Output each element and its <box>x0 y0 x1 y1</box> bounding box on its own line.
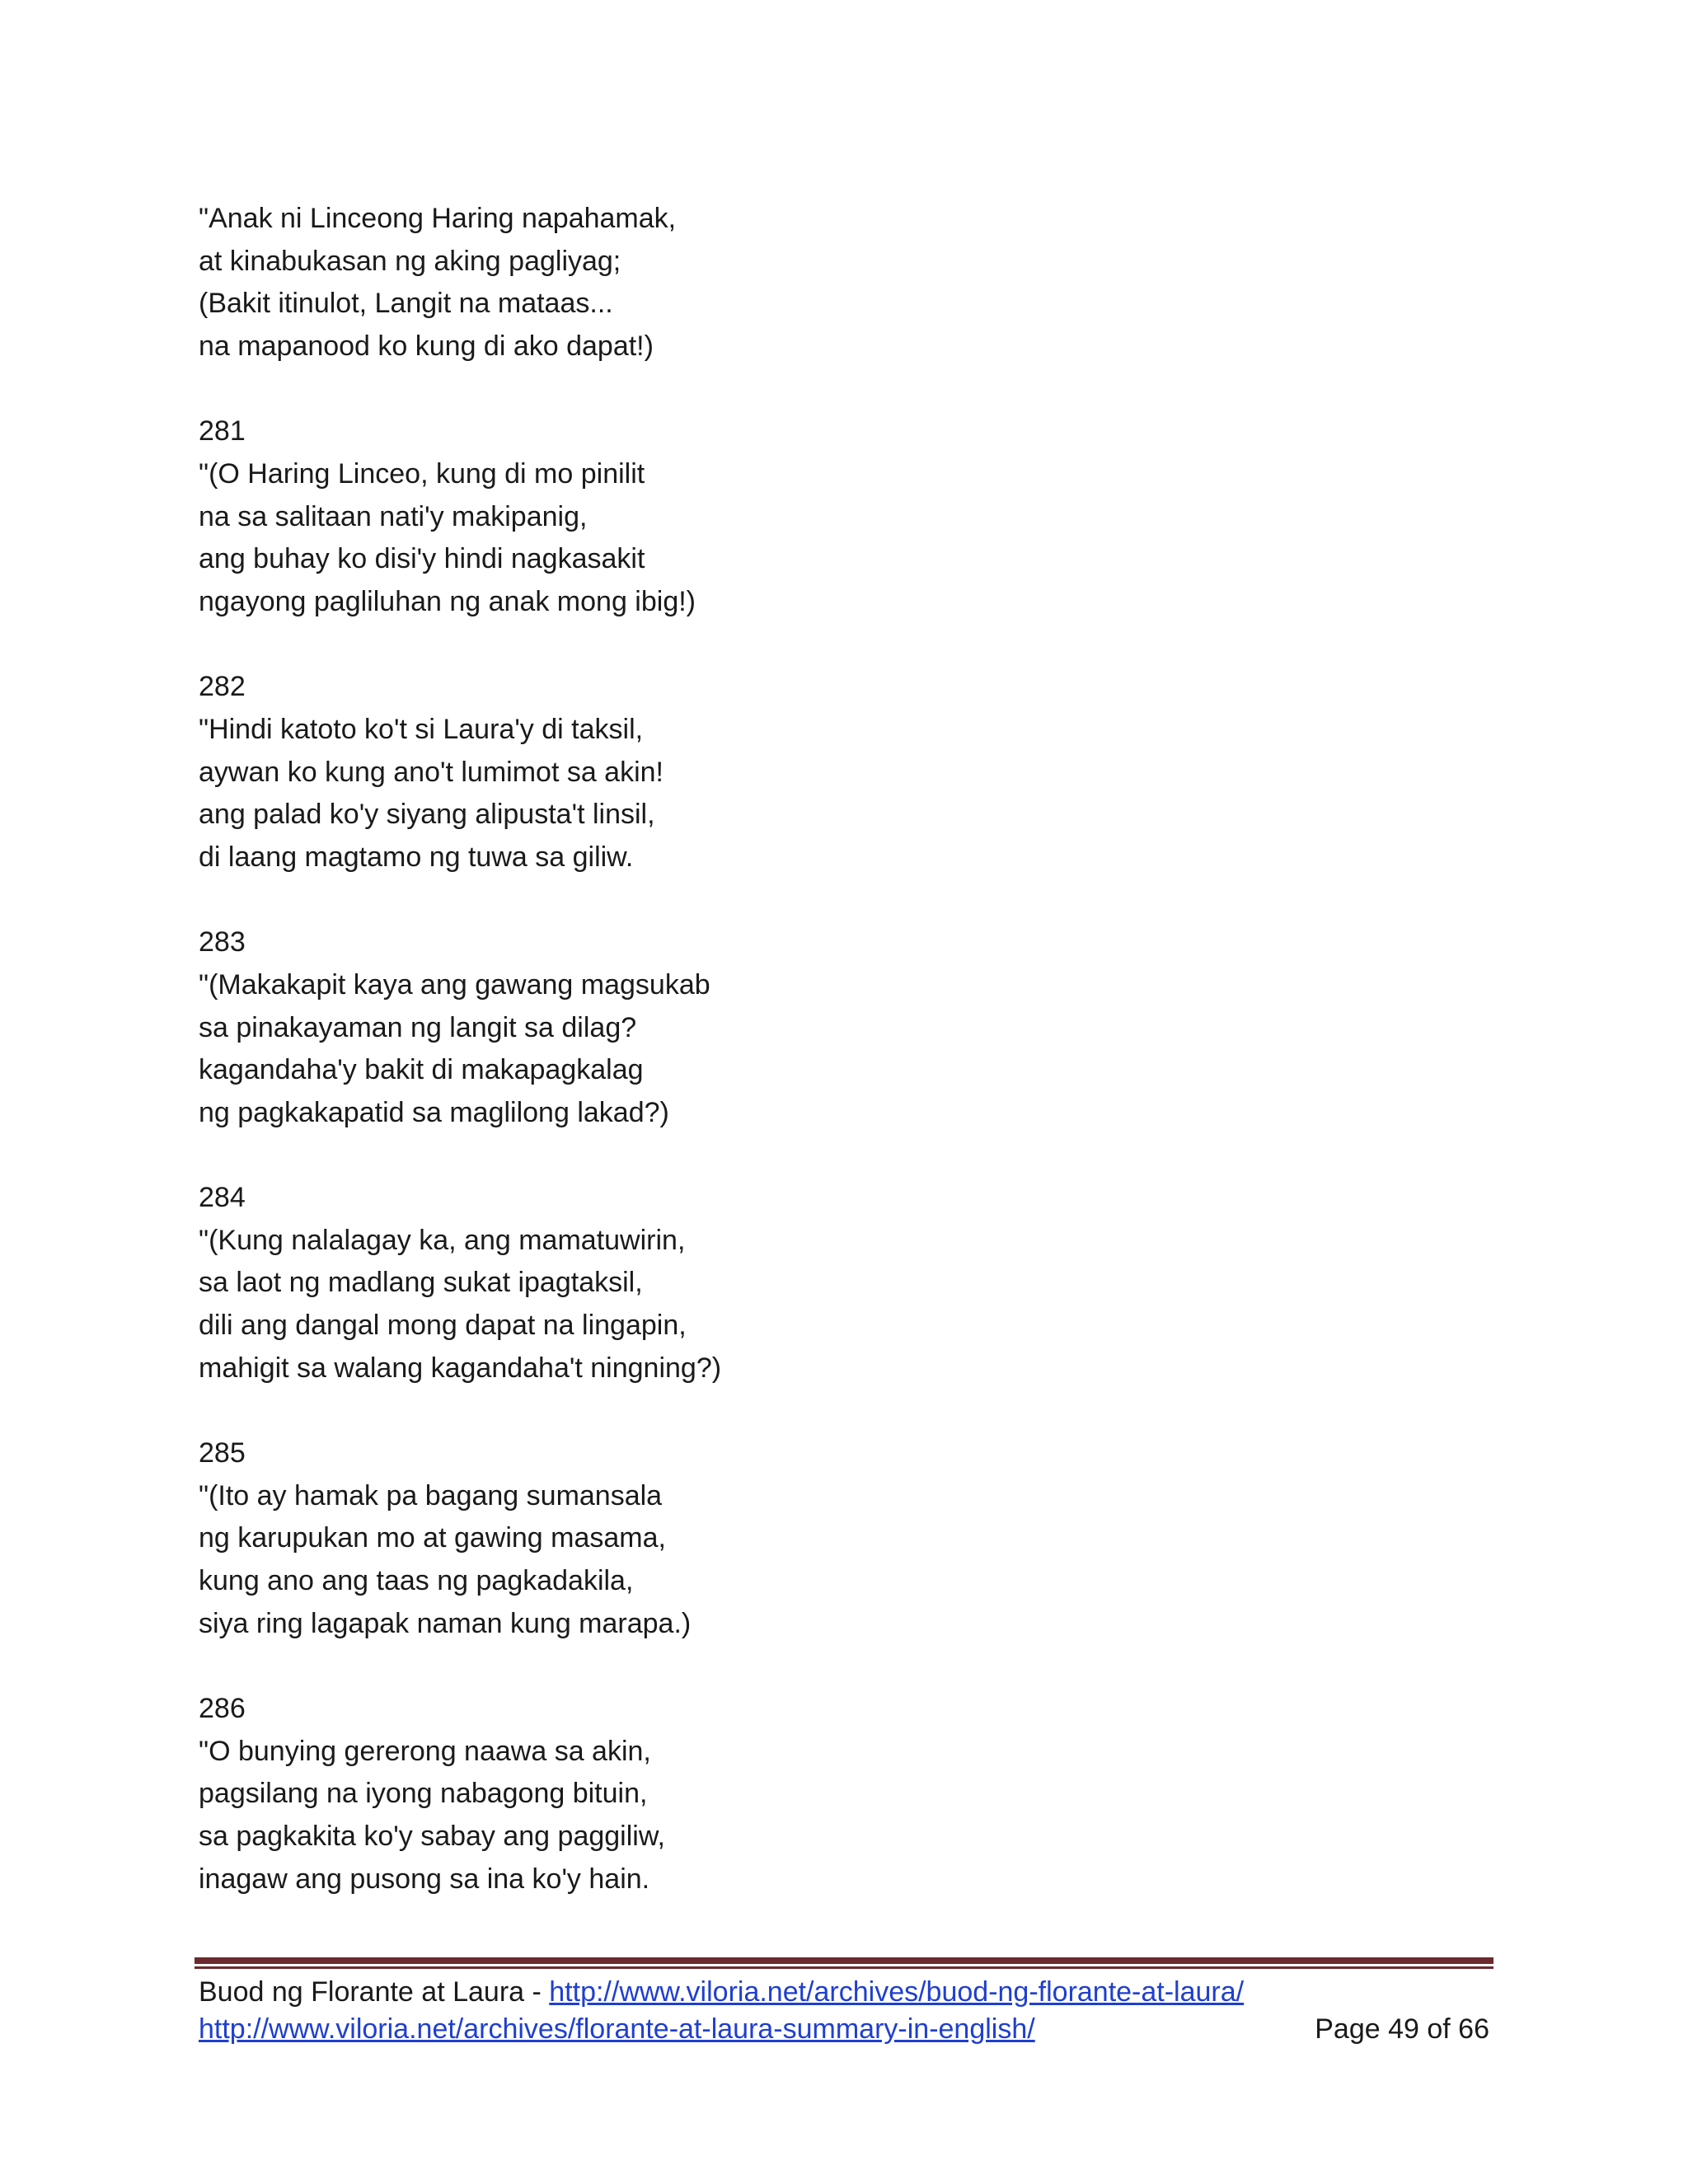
verse-line: "(Ito ay hamak pa bagang sumansala <box>199 1479 663 1511</box>
stanza-281 <box>199 410 1484 623</box>
stanza-284 <box>199 1177 1484 1390</box>
verse-line: at kinabukasan ng aking pagliyag; <box>199 245 621 277</box>
verse-line: kung ano ang taas ng pagkadakila, <box>199 1565 634 1597</box>
verse-line: ng karupukan mo at gawing masama, <box>199 1522 666 1554</box>
stanza-number: 284 <box>199 1182 246 1214</box>
stanza-285 <box>199 1432 1484 1645</box>
footer-row-1 <box>199 1974 1489 2011</box>
verse-line: ng pagkakapatid sa maglilong lakad?) <box>199 1096 669 1128</box>
poem-body <box>199 198 1484 1943</box>
page-footer <box>199 1974 1489 2048</box>
footer-link-buod[interactable]: http://www.viloria.net/archives/buod-ng-florante-at-laura/ <box>549 1976 1245 2008</box>
verse-line: na mapanood ko kung di ako dapat!) <box>199 330 654 362</box>
verse-line: kagandaha'y bakit di makapagkalag <box>199 1054 644 1086</box>
verse-line: ngayong pagliluhan ng anak mong ibig!) <box>199 585 696 617</box>
verse-line: siya ring lagapak naman kung marapa.) <box>199 1607 692 1639</box>
verse-line: inagaw ang pusong sa ina ko'y hain. <box>199 1863 650 1895</box>
verse-line: mahigit sa walang kagandaha't ningning?) <box>199 1352 722 1384</box>
verse-line: ang buhay ko disi'y hindi nagkasakit <box>199 543 645 575</box>
stanza-number: 283 <box>199 926 246 958</box>
footer-divider <box>195 1957 1493 1969</box>
verse-line: "(O Haring Linceo, kung di mo pinilit <box>199 457 645 490</box>
stanza-number: 281 <box>199 415 246 448</box>
verse-line: "(Makakapit kaya ang gawang magsukab <box>199 968 710 1001</box>
stanza-282 <box>199 666 1484 879</box>
verse-line: sa laot ng madlang sukat ipagtaksil, <box>199 1267 643 1299</box>
verse-line: "Hindi katoto ko't si Laura'y di taksil, <box>199 713 644 745</box>
stanza-number: 286 <box>199 1693 246 1725</box>
verse-line: sa pinakayaman ng langit sa dilag? <box>199 1011 637 1043</box>
verse-line: (Bakit itinulot, Langit na mataas... <box>199 288 613 320</box>
footer-divider-thin <box>195 1966 1493 1969</box>
footer-link-summary-english[interactable]: http://www.viloria.net/archives/florante-at-laura-summary-in-english/ <box>199 2013 1035 2045</box>
stanza-number: 285 <box>199 1437 246 1469</box>
verse-line: ang palad ko'y siyang alipusta't linsil, <box>199 799 655 831</box>
verse-line: di laang magtamo ng tuwa sa giliw. <box>199 841 634 873</box>
verse-line: aywan ko kung ano't lumimot sa akin! <box>199 756 664 788</box>
footer-divider-thick <box>195 1957 1493 1964</box>
page-number: Page 49 of 66 <box>1315 2013 1489 2045</box>
verse-line: sa pagkakita ko'y sabay ang paggiliw, <box>199 1821 665 1852</box>
stanza-286 <box>199 1688 1484 1900</box>
footer-row-2 <box>199 2011 1489 2048</box>
verse-line: "Anak ni Linceong Haring napahamak, <box>199 203 677 234</box>
stanza-number: 282 <box>199 671 246 703</box>
footer-title: Buod ng Florante at Laura - <box>199 1976 550 2008</box>
stanza-continued <box>199 198 1484 368</box>
verse-line: "O bunying gererong naawa sa akin, <box>199 1735 651 1767</box>
stanza-283 <box>199 921 1484 1134</box>
verse-line: na sa salitaan nati'y makipanig, <box>199 500 588 532</box>
verse-line: "(Kung nalalagay ka, ang mamatuwirin, <box>199 1224 686 1256</box>
verse-line: pagsilang na iyong nabagong bituin, <box>199 1778 648 1810</box>
verse-line: dili ang dangal mong dapat na lingapin, <box>199 1310 687 1342</box>
